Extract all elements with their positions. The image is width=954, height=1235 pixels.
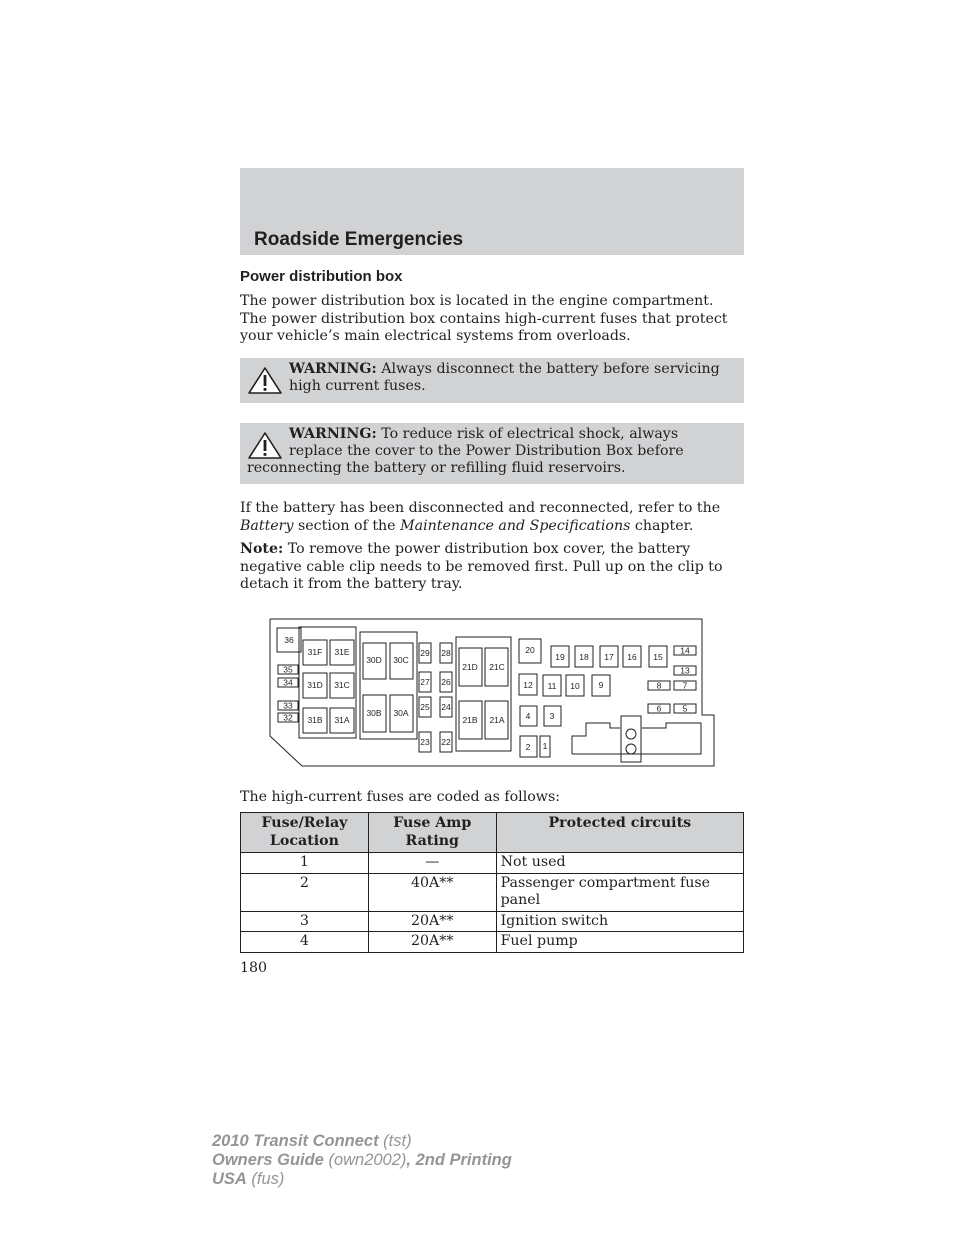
fuse-label: 13 xyxy=(680,665,690,676)
fuse-label: 12 xyxy=(523,680,533,690)
footer-text: Owners Guide xyxy=(212,1151,324,1169)
fuse-label: 24 xyxy=(441,702,451,712)
fuse-label: 25 xyxy=(420,702,430,712)
column-header-location: Fuse/Relay Location xyxy=(241,813,369,853)
fuse-label: 30A xyxy=(393,708,409,718)
fuse-label: 11 xyxy=(547,681,557,691)
table-intro: The high-current fuses are coded as follows: xyxy=(240,789,561,805)
fuse-label: 35 xyxy=(283,664,293,675)
table-cell: 3 xyxy=(241,911,369,932)
fuse-table xyxy=(240,812,744,953)
fuse-label: 28 xyxy=(441,648,451,658)
intro-paragraph: The power distribution box is located in the engine compartment. The power distribution box contains high-current fuses that protect your vehicle’s main electrical systems from overloads. xyxy=(240,293,728,344)
fuse-label: 22 xyxy=(441,737,451,747)
fuse-label: 21A xyxy=(489,715,505,725)
text-run: chapter. xyxy=(630,517,694,534)
fuse-label: 4 xyxy=(525,711,531,721)
note-paragraph xyxy=(240,541,744,594)
footer-line-1 xyxy=(212,1132,512,1151)
warning-box-1 xyxy=(240,358,744,403)
fuse-label: 15 xyxy=(653,652,663,662)
fuse-label: 29 xyxy=(420,648,430,658)
footer-text: USA xyxy=(212,1170,247,1188)
fuse-label: 21D xyxy=(462,662,478,672)
text-run: If the battery has been disconnected and reconnected, refer to the xyxy=(240,500,721,516)
fuse-label: 20 xyxy=(525,645,535,655)
fuse-label: 31F xyxy=(307,647,323,657)
warning-triangle-icon xyxy=(247,365,283,395)
table-cell: 4 xyxy=(241,932,369,953)
table-cell: 40A** xyxy=(368,873,496,911)
fuse-label: 17 xyxy=(604,652,614,662)
battery-paragraph xyxy=(240,500,744,535)
fuse-label: 9 xyxy=(598,680,604,690)
fuse-label: 8 xyxy=(656,680,662,691)
table-cell: Not used xyxy=(496,853,743,874)
column-header-protected-circuits: Protected circuits xyxy=(496,813,743,853)
fuse-label: 26 xyxy=(441,677,451,687)
fuse-label: 31A xyxy=(334,715,350,725)
fuse-label: 31C xyxy=(334,680,350,690)
fuse-label: 31D xyxy=(307,680,323,690)
fuse-label: 2 xyxy=(525,742,531,752)
footer-text: (tst) xyxy=(378,1132,412,1150)
fuse-label: 30B xyxy=(366,708,382,718)
fuse-label: 21C xyxy=(489,662,505,672)
warning-label: WARNING: xyxy=(289,361,377,377)
fuse-label: 19 xyxy=(555,652,565,662)
battery-reference: Battery xyxy=(240,517,294,534)
chapter-reference: Maintenance and Specifications xyxy=(400,517,631,534)
fuse-label: 30C xyxy=(393,655,409,665)
footer-text: (own2002) xyxy=(323,1151,407,1169)
footer-text: (fus) xyxy=(246,1170,285,1188)
table-cell: Fuel pump xyxy=(496,932,743,953)
fuse-label: 36 xyxy=(284,635,294,645)
warning-text: Always disconnect the battery before servicing high current fuses. xyxy=(289,361,720,394)
column-header-amp-rating: Fuse Amp Rating xyxy=(368,813,496,853)
sub-heading: Power distribution box xyxy=(240,268,403,285)
warning-triangle-icon xyxy=(247,430,283,460)
footer xyxy=(212,1132,512,1189)
table-row xyxy=(241,932,744,953)
table-header-row xyxy=(241,813,744,853)
fuse-label: 21B xyxy=(462,715,478,725)
footer-line-3 xyxy=(212,1170,512,1189)
table-cell: Ignition switch xyxy=(496,911,743,932)
note-text: To remove the power distribution box cover, the battery negative cable clip needs to be removed first. Pull up on the clip to detach it from the battery tray. xyxy=(240,541,723,592)
footer-text: , 2nd Printing xyxy=(406,1151,512,1169)
fuse-label: 6 xyxy=(656,703,662,714)
table-cell: 20A** xyxy=(368,911,496,932)
warning-label: WARNING: xyxy=(289,426,377,442)
fuse-label: 18 xyxy=(579,652,589,662)
table-row xyxy=(241,873,744,911)
power-distribution-box-diagram xyxy=(268,618,716,768)
table-cell: 20A** xyxy=(368,932,496,953)
section-title: Roadside Emergencies xyxy=(254,229,464,250)
warning-text: To reduce risk of electrical shock, always replace the cover to the Power Distribution Box before reconnecting the battery or refilling fluid reservoirs. xyxy=(247,426,684,476)
fuse-label: 7 xyxy=(682,680,688,691)
fuse-label: 16 xyxy=(627,652,637,662)
page-number: 180 xyxy=(240,960,268,976)
footer-text: 2010 Transit Connect xyxy=(212,1132,379,1150)
fuse-label: 31B xyxy=(307,715,323,725)
fuse-label: 10 xyxy=(570,681,580,691)
fuse-label: 31E xyxy=(334,647,350,657)
table-cell: 2 xyxy=(241,873,369,911)
fuse-label: 30D xyxy=(366,655,382,665)
table-row xyxy=(241,853,744,874)
fuse-label: 34 xyxy=(283,677,293,688)
table-cell: — xyxy=(368,853,496,874)
note-label: Note: xyxy=(240,541,284,557)
fuse-label: 27 xyxy=(420,677,430,687)
fuse-label: 14 xyxy=(680,645,690,656)
fuse-label: 33 xyxy=(283,700,293,711)
fuse-label: 1 xyxy=(542,741,548,751)
fuse-label: 32 xyxy=(283,712,293,723)
table-cell: 1 xyxy=(241,853,369,874)
fuse-label: 3 xyxy=(549,711,555,721)
table-row xyxy=(241,911,744,932)
fuse-label: 5 xyxy=(682,703,688,714)
fuse-label: 23 xyxy=(420,737,430,747)
footer-line-2 xyxy=(212,1151,512,1170)
table-cell: Passenger compartment fuse panel xyxy=(496,873,743,911)
housing-outline xyxy=(270,619,714,766)
warning-box-2 xyxy=(240,423,744,484)
text-run: section of the xyxy=(293,517,401,534)
